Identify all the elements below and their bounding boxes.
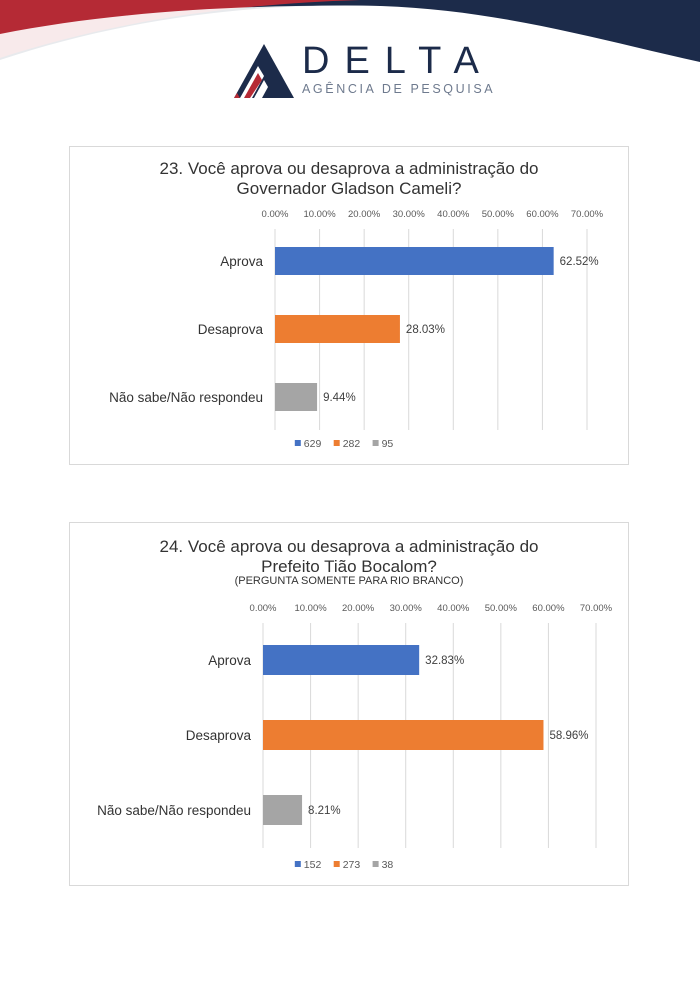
legend-label: 273 [342, 859, 361, 871]
brand-logo [230, 40, 500, 102]
tick-label: 0.00% [261, 209, 289, 220]
bar [263, 720, 543, 750]
chart-title-line2: Governador Gladson Cameli? [236, 179, 462, 198]
brand-name: DELTA [302, 40, 494, 82]
tick-label: 40.00% [437, 603, 470, 614]
data-label: 32.83% [425, 655, 465, 667]
tick-label: 60.00% [532, 603, 565, 614]
data-label: 62.52% [559, 256, 599, 268]
bar [263, 645, 419, 675]
legend-label: 95 [381, 438, 394, 450]
chart-governor-approval [69, 146, 629, 465]
bar [275, 247, 554, 275]
legend-label: 629 [303, 438, 322, 450]
tick-label: 50.00% [481, 209, 514, 220]
tick-label: 10.00% [303, 209, 336, 220]
legend-swatch [295, 440, 301, 446]
bar [263, 795, 302, 825]
category-label: Aprova [220, 254, 263, 269]
tick-label: 30.00% [392, 209, 425, 220]
chart-title-line1: 24. Você aprova ou desaprova a administração do [159, 537, 539, 556]
legend-label: 282 [342, 438, 361, 450]
data-label: 58.96% [549, 730, 589, 742]
bar [275, 383, 317, 411]
bar-chart-svg [70, 147, 630, 466]
data-label: 28.03% [405, 324, 445, 336]
category-label: Não sabe/Não respondeu [109, 390, 263, 405]
category-label: Não sabe/Não respondeu [97, 803, 251, 818]
legend-swatch [373, 440, 379, 446]
tick-label: 20.00% [348, 209, 381, 220]
chart-title-line1: 23. Você aprova ou desaprova a administração do [159, 159, 539, 178]
tick-label: 70.00% [570, 209, 604, 220]
bar [275, 315, 400, 343]
legend-swatch [334, 440, 340, 446]
category-label: Aprova [208, 653, 251, 668]
chart-mayor-approval [69, 522, 629, 886]
legend-swatch [295, 861, 301, 867]
chart-title-line2: Prefeito Tião Bocalom? [261, 557, 437, 576]
tick-label: 60.00% [526, 209, 559, 220]
tick-label: 10.00% [294, 603, 327, 614]
tick-label: 40.00% [437, 209, 470, 220]
tick-label: 50.00% [484, 603, 517, 614]
tick-label: 0.00% [249, 603, 277, 614]
tick-label: 20.00% [342, 603, 375, 614]
tick-label: 30.00% [389, 603, 422, 614]
tick-label: 70.00% [579, 603, 613, 614]
chart-subtitle: (PERGUNTA SOMENTE PARA RIO BRANCO) [234, 575, 464, 587]
category-label: Desaprova [185, 728, 251, 743]
delta-logo-icon [230, 40, 296, 100]
brand-tagline: AGÊNCIA DE PESQUISA [302, 82, 496, 96]
legend-label: 152 [303, 859, 322, 871]
legend-label: 38 [381, 859, 394, 871]
data-label: 8.21% [308, 805, 341, 817]
data-label: 9.44% [323, 392, 356, 404]
bar-chart-svg [70, 523, 630, 887]
category-label: Desaprova [197, 322, 263, 337]
legend-swatch [334, 861, 340, 867]
legend-swatch [373, 861, 379, 867]
